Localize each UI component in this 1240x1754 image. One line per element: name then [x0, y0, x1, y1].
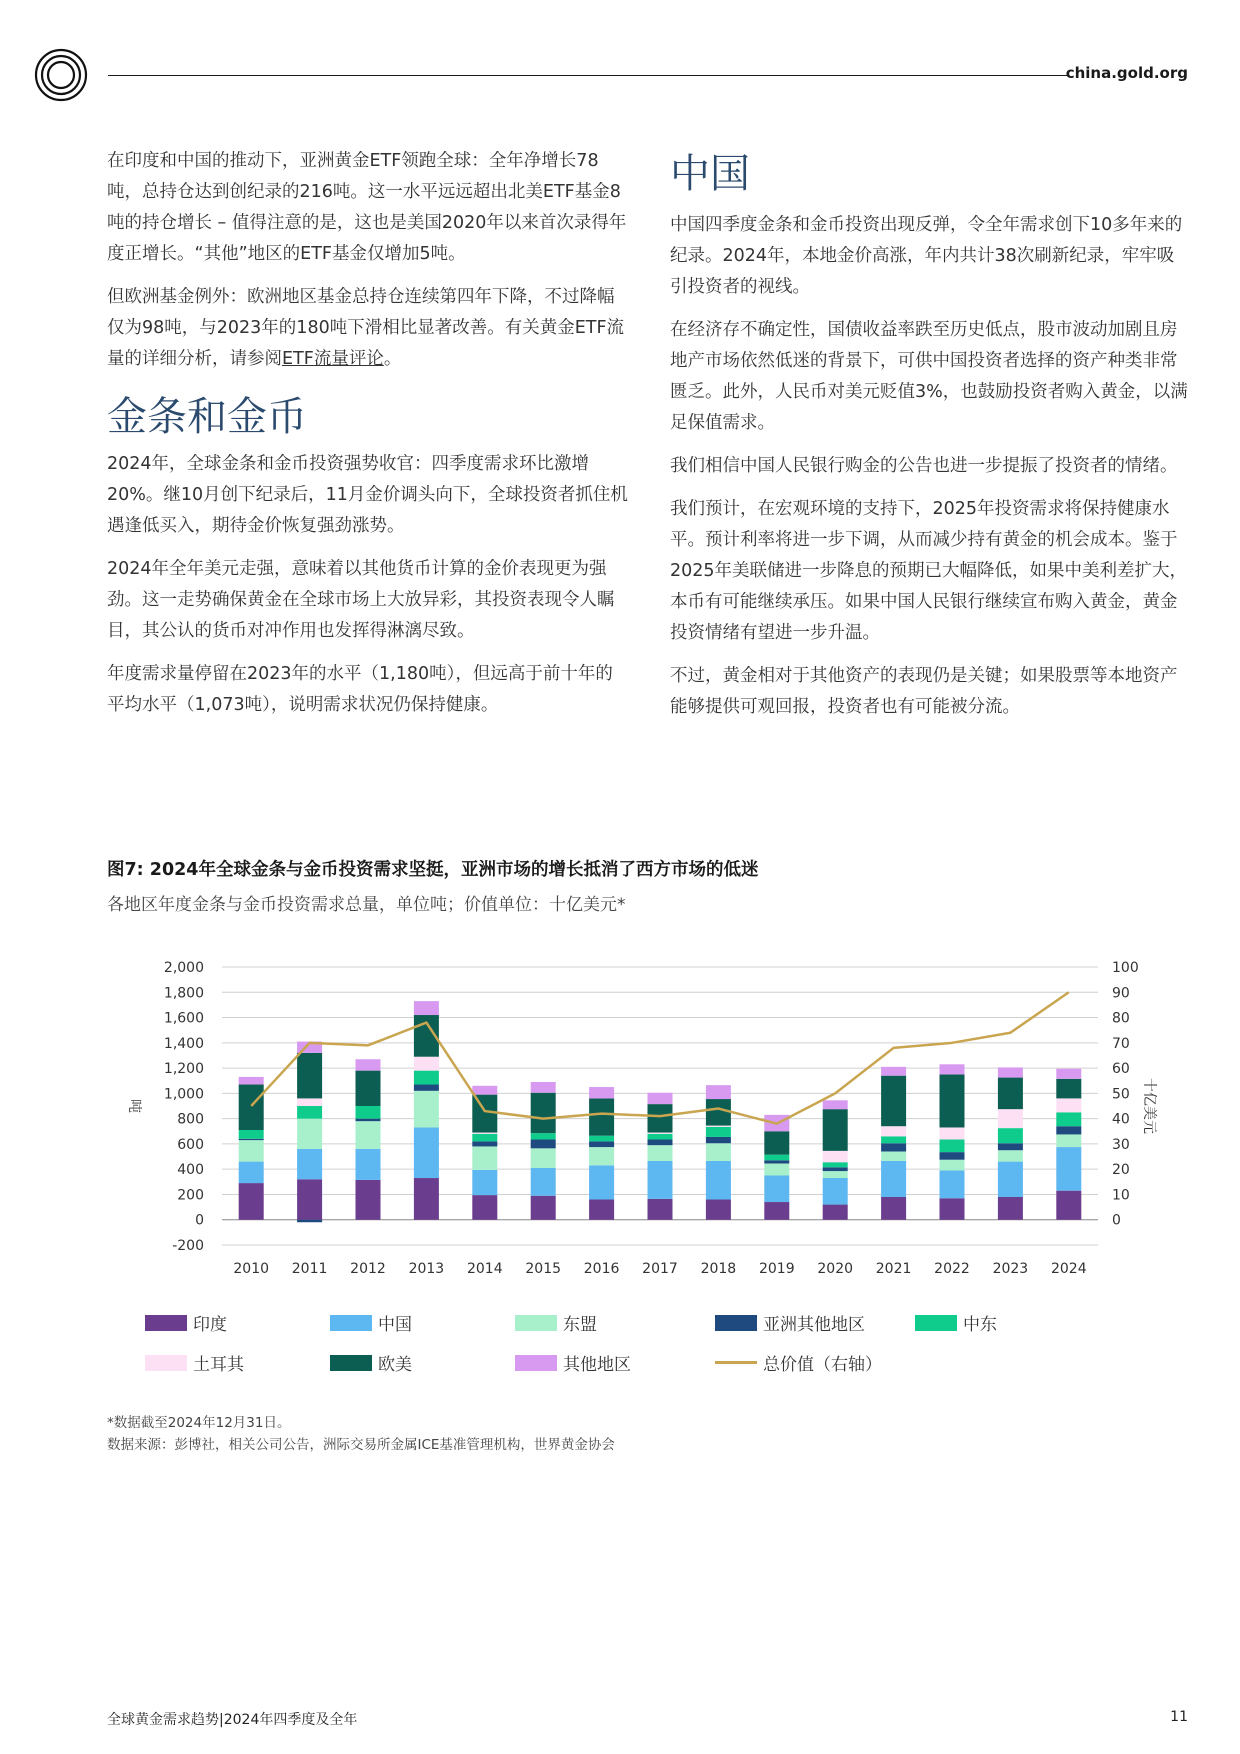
x-tick-label: 2019	[758, 1261, 795, 1277]
china-heading: 中国	[670, 151, 750, 197]
china-paragraph-5: 不过，黄金相对于其他资产的表现仍是关键；如果股票等本地资产能够提供可观回报，投资者也有可能被分流。	[670, 666, 1178, 717]
investment-demand-chart	[100, 950, 1160, 1390]
y-tick-label: 1,800	[163, 985, 204, 1002]
china-paragraph-4: 我们预计，在宏观环境的支持下，2025年投资需求将保持健康水平。预计利率将进一步下调，从而减少持有黄金的机会成本。鉴于2025年美联储进一步降息的预期已大幅降低，如果中美利差扩大，本币有可能继续承压。如果中国人民银行继续宣布购入黄金，黄金投资情绪有望进一步升温。	[670, 499, 1188, 643]
bar-segment	[589, 1087, 614, 1098]
y2-tick-label: 30	[1112, 1136, 1130, 1153]
bar-segment	[356, 1119, 381, 1122]
legend-item	[145, 1350, 244, 1375]
bar-segment	[881, 1197, 906, 1220]
bar-segment	[472, 1134, 497, 1142]
y2-axis-label: 十亿美元	[1141, 1078, 1157, 1134]
bar-segment	[297, 1149, 322, 1179]
bar-segment	[1056, 1147, 1081, 1191]
bar-segment	[881, 1143, 906, 1151]
right-column	[670, 146, 1190, 735]
bar-segment	[881, 1161, 906, 1197]
y-tick-label: 0	[195, 1212, 204, 1229]
bar-segment	[589, 1141, 614, 1147]
legend-item	[330, 1310, 412, 1335]
china-paragraph-2: 在经济存不确定性，国债收益率跌至历史低点，股市波动加剧且房地产市场依然低迷的背景下，可供中国投资者选择的资产种类非常匮乏。此外，人民币对美元贬值3%，也鼓励投资者购入黄金，以满足保值需求。	[670, 320, 1188, 433]
bar-segment	[648, 1104, 673, 1132]
bar-segment	[589, 1147, 614, 1165]
x-tick-label: 2016	[583, 1261, 620, 1277]
x-tick-label: 2021	[875, 1261, 912, 1277]
footer-report-title: 全球黄金需求趋势|2024年四季度及全年	[107, 1712, 358, 1728]
legend-item	[515, 1350, 631, 1375]
bar-segment	[764, 1131, 789, 1154]
legend-item	[715, 1310, 865, 1335]
legend-swatch	[330, 1315, 372, 1331]
bar-segment	[239, 1183, 264, 1220]
x-tick-label: 2023	[992, 1261, 1029, 1277]
site-url[interactable]: china.gold.org	[1065, 64, 1188, 82]
bar-segment	[998, 1197, 1023, 1220]
bar-segment	[414, 1127, 439, 1178]
bar-segment	[940, 1064, 965, 1074]
y2-tick-label: 10	[1112, 1187, 1130, 1204]
bar-segment	[998, 1128, 1023, 1143]
bar-segment	[531, 1148, 556, 1168]
bar-segment	[823, 1167, 848, 1171]
bars-coins-heading: 金条和金币	[107, 394, 307, 440]
bar-segment	[472, 1146, 497, 1169]
bar-segment	[998, 1109, 1023, 1128]
bar-segment	[706, 1161, 731, 1200]
bar-segment	[239, 1140, 264, 1161]
bar-segment	[531, 1139, 556, 1148]
y-tick-label: 1,200	[163, 1061, 204, 1078]
bar-segment	[940, 1139, 965, 1152]
x-tick-label: 2010	[233, 1261, 270, 1277]
y-axis-label: 吨	[126, 1099, 142, 1113]
bar-segment	[940, 1170, 965, 1198]
bar-segment	[239, 1130, 264, 1139]
bar-segment	[881, 1076, 906, 1127]
bar-segment	[589, 1165, 614, 1199]
y-tick-label: 600	[177, 1136, 204, 1153]
legend-item	[715, 1350, 882, 1375]
figure-notes	[107, 1412, 615, 1456]
bar-segment	[648, 1161, 673, 1199]
bar-segment	[823, 1178, 848, 1205]
y2-tick-label: 0	[1112, 1212, 1121, 1229]
bar-segment	[823, 1109, 848, 1151]
bar-segment	[1056, 1112, 1081, 1126]
bar-segment	[1056, 1069, 1081, 1079]
bar-segment	[940, 1127, 965, 1139]
bar-segment	[706, 1137, 731, 1143]
legend-swatch	[715, 1361, 757, 1364]
bar-segment	[940, 1160, 965, 1171]
bar-segment	[764, 1160, 789, 1163]
bar-segment	[823, 1100, 848, 1109]
bar-segment	[940, 1152, 965, 1160]
bar-segment	[472, 1141, 497, 1146]
bar-segment	[764, 1202, 789, 1220]
bar-segment	[648, 1139, 673, 1145]
left-column	[107, 146, 629, 733]
bar-segment	[414, 1001, 439, 1015]
bar-segment	[706, 1200, 731, 1220]
bar-segment	[1056, 1098, 1081, 1112]
bar-segment	[297, 1106, 322, 1119]
legend-label: 中国	[378, 1315, 412, 1335]
bar-segment	[823, 1151, 848, 1162]
bar-segment	[764, 1176, 789, 1203]
legend-swatch	[145, 1315, 187, 1331]
bars-coins-paragraph-3: 年度需求量停留在2023年的水平（1,180吨），但远高于前十年的平均水平（1,073吨），说明需求状况仍保持健康。	[107, 664, 613, 715]
figure-title: 图7: 2024年全球金条与金币投资需求坚挺，亚洲市场的增长抵消了西方市场的低迷	[107, 860, 759, 880]
legend-label: 亚洲其他地区	[763, 1315, 865, 1335]
x-tick-label: 2012	[350, 1261, 386, 1277]
bar-segment	[239, 1162, 264, 1183]
legend-label: 东盟	[563, 1315, 597, 1335]
bar-segment	[998, 1162, 1023, 1197]
x-tick-label: 2014	[466, 1261, 503, 1277]
bar-segment	[706, 1143, 731, 1161]
bar-segment	[589, 1098, 614, 1135]
bar-segment	[1056, 1079, 1081, 1099]
y2-tick-label: 70	[1112, 1035, 1130, 1052]
bar-segment	[823, 1205, 848, 1220]
bar-segment	[472, 1133, 497, 1134]
data-source-note: 数据来源：彭博社，相关公司公告，洲际交易所金属ICE基准管理机构，世界黄金协会	[107, 1437, 615, 1453]
bar-segment	[297, 1119, 322, 1149]
etf-flow-review-link[interactable]: ETF流量评论	[282, 349, 384, 369]
etf-paragraph-2	[107, 282, 629, 375]
bar-segment	[998, 1150, 1023, 1161]
bar-segment	[414, 1085, 439, 1091]
x-tick-label: 2017	[642, 1261, 678, 1277]
world-gold-council-logo	[34, 48, 88, 102]
bar-segment	[297, 1098, 322, 1106]
etf-paragraph-1: 在印度和中国的推动下，亚洲黄金ETF领跑全球：全年净增长78吨，总持仓达到创纪录的216吨。这一水平远远超出北美ETF基金8吨的持仓增长 – 值得注意的是，这也是美国2020年以来首次录得年度正增长。“其他”地区的ETF基金仅增加5吨。	[107, 151, 627, 264]
bar-segment	[648, 1199, 673, 1220]
bar-segment	[1056, 1191, 1081, 1220]
legend-item	[515, 1310, 597, 1335]
bars-coins-paragraph-1: 2024年，全球金条和金币投资强势收官：四季度需求环比激增20%。继10月创下纪录后，11月金价调头向下，全球投资者抓住机遇逢低买入，期待金价恢复强劲涨势。	[107, 454, 628, 536]
y2-tick-label: 80	[1112, 1010, 1130, 1027]
china-paragraph-1: 中国四季度金条和金币投资出现反弹，令全年需求创下10多年来的纪录。2024年，本地金价高涨，年内共计38次刷新纪录，牢牢吸引投资者的视线。	[670, 215, 1183, 297]
bar-segment	[356, 1149, 381, 1180]
legend-swatch	[145, 1355, 187, 1371]
legend-swatch	[715, 1315, 757, 1331]
legend-label: 土耳其	[193, 1355, 244, 1375]
bar-segment	[356, 1071, 381, 1106]
bar-segment	[414, 1071, 439, 1085]
bar-segment	[239, 1085, 264, 1130]
bar-segment	[648, 1133, 673, 1134]
figure-subtitle: 各地区年度金条与金币投资需求总量，单位吨；价值单位：十亿美元*	[107, 895, 626, 915]
bar-segment	[356, 1121, 381, 1149]
legend-label: 中东	[963, 1315, 997, 1335]
bar-segment	[998, 1067, 1023, 1077]
bar-segment	[881, 1126, 906, 1136]
x-tick-label: 2018	[700, 1261, 737, 1277]
bar-segment	[881, 1151, 906, 1160]
bar-segment	[531, 1168, 556, 1196]
bar-segment	[472, 1095, 497, 1133]
x-tick-label: 2015	[525, 1261, 562, 1277]
bar-segment	[648, 1093, 673, 1104]
bar-segment	[472, 1170, 497, 1195]
y-tick-label: 400	[177, 1162, 204, 1179]
bar-segment	[356, 1059, 381, 1070]
bar-segment	[472, 1195, 497, 1220]
etf-paragraph-2-end: 。	[383, 349, 402, 369]
y2-tick-label: 100	[1112, 960, 1139, 976]
china-paragraph-3: 我们相信中国人民银行购金的公告也进一步提振了投资者的情绪。	[670, 456, 1178, 476]
bar-segment	[706, 1127, 731, 1137]
bar-segment	[648, 1145, 673, 1161]
x-tick-label: 2022	[934, 1261, 970, 1277]
bar-segment	[239, 1139, 264, 1140]
bar-segment	[531, 1133, 556, 1139]
bar-segment	[881, 1067, 906, 1076]
y-tick-label: 1,600	[163, 1010, 204, 1027]
bar-segment	[414, 1057, 439, 1071]
bar-segment	[1056, 1126, 1081, 1134]
bar-segment	[414, 1178, 439, 1220]
y2-tick-label: 90	[1112, 985, 1130, 1002]
legend-swatch	[515, 1315, 557, 1331]
bar-segment	[356, 1180, 381, 1220]
bar-segment	[764, 1155, 789, 1161]
bar-segment	[589, 1136, 614, 1142]
legend-label: 其他地区	[563, 1355, 631, 1375]
bar-segment	[706, 1126, 731, 1127]
y2-tick-label: 60	[1112, 1061, 1130, 1078]
y-tick-label: 800	[177, 1111, 204, 1128]
y-tick-label: 2,000	[163, 960, 204, 976]
bar-segment	[940, 1198, 965, 1219]
x-tick-label: 2013	[408, 1261, 445, 1277]
legend-swatch	[915, 1315, 957, 1331]
bar-segment	[823, 1162, 848, 1167]
bar-segment	[706, 1099, 731, 1126]
bar-segment	[823, 1171, 848, 1178]
legend-label: 总价值（右轴）	[763, 1355, 882, 1375]
bar-segment	[472, 1086, 497, 1095]
bar-segment	[998, 1078, 1023, 1110]
x-tick-label: 2020	[817, 1261, 854, 1277]
legend-item	[915, 1310, 997, 1335]
header-divider	[108, 75, 1068, 76]
legend-item	[145, 1310, 227, 1335]
bar-segment	[297, 1179, 322, 1219]
bar-segment	[531, 1196, 556, 1220]
bar-segment	[414, 1091, 439, 1128]
y-tick-label: 1,000	[163, 1086, 204, 1103]
bar-segment	[531, 1082, 556, 1093]
y2-tick-label: 20	[1112, 1162, 1130, 1179]
bar-segment	[589, 1200, 614, 1220]
bar-segment	[297, 1220, 322, 1223]
bars-coins-paragraph-2: 2024年全年美元走强，意味着以其他货币计算的金价表现更为强劲。这一走势确保黄金在全球市场上大放异彩，其投资表现令人瞩目，其公认的货币对冲作用也发挥得淋漓尽致。	[107, 559, 615, 641]
legend-label: 欧美	[378, 1355, 412, 1375]
x-tick-label: 2024	[1050, 1261, 1087, 1277]
legend-item	[330, 1350, 412, 1375]
data-date-note: *数据截至2024年12月31日。	[107, 1415, 291, 1431]
bar-segment	[706, 1085, 731, 1099]
bar-segment	[881, 1136, 906, 1143]
bar-segment	[356, 1106, 381, 1119]
legend-label: 印度	[193, 1315, 227, 1335]
bar-segment	[648, 1134, 673, 1140]
y-tick-label: 1,400	[163, 1035, 204, 1052]
legend-swatch	[330, 1355, 372, 1371]
bar-segment	[239, 1077, 264, 1085]
bar-segment	[1056, 1134, 1081, 1147]
y2-tick-label: 40	[1112, 1111, 1130, 1128]
bar-segment	[998, 1143, 1023, 1150]
y2-tick-label: 50	[1112, 1086, 1130, 1103]
x-tick-label: 2011	[291, 1261, 328, 1277]
bar-segment	[297, 1053, 322, 1098]
legend-swatch	[515, 1355, 557, 1371]
bar-segment	[764, 1163, 789, 1175]
bar-segment	[531, 1093, 556, 1133]
page-number: 11	[1170, 1709, 1188, 1725]
etf-paragraph-2-text: 但欧洲基金例外：欧洲地区基金总持仓连续第四年下降，不过降幅仅为98吨，与2023年的180吨下滑相比显著改善。有关黄金ETF流量的详细分析，请参阅	[107, 287, 625, 369]
bar-segment	[940, 1074, 965, 1127]
y-tick-label: 200	[177, 1187, 204, 1204]
y-tick-label: -200	[172, 1238, 204, 1254]
